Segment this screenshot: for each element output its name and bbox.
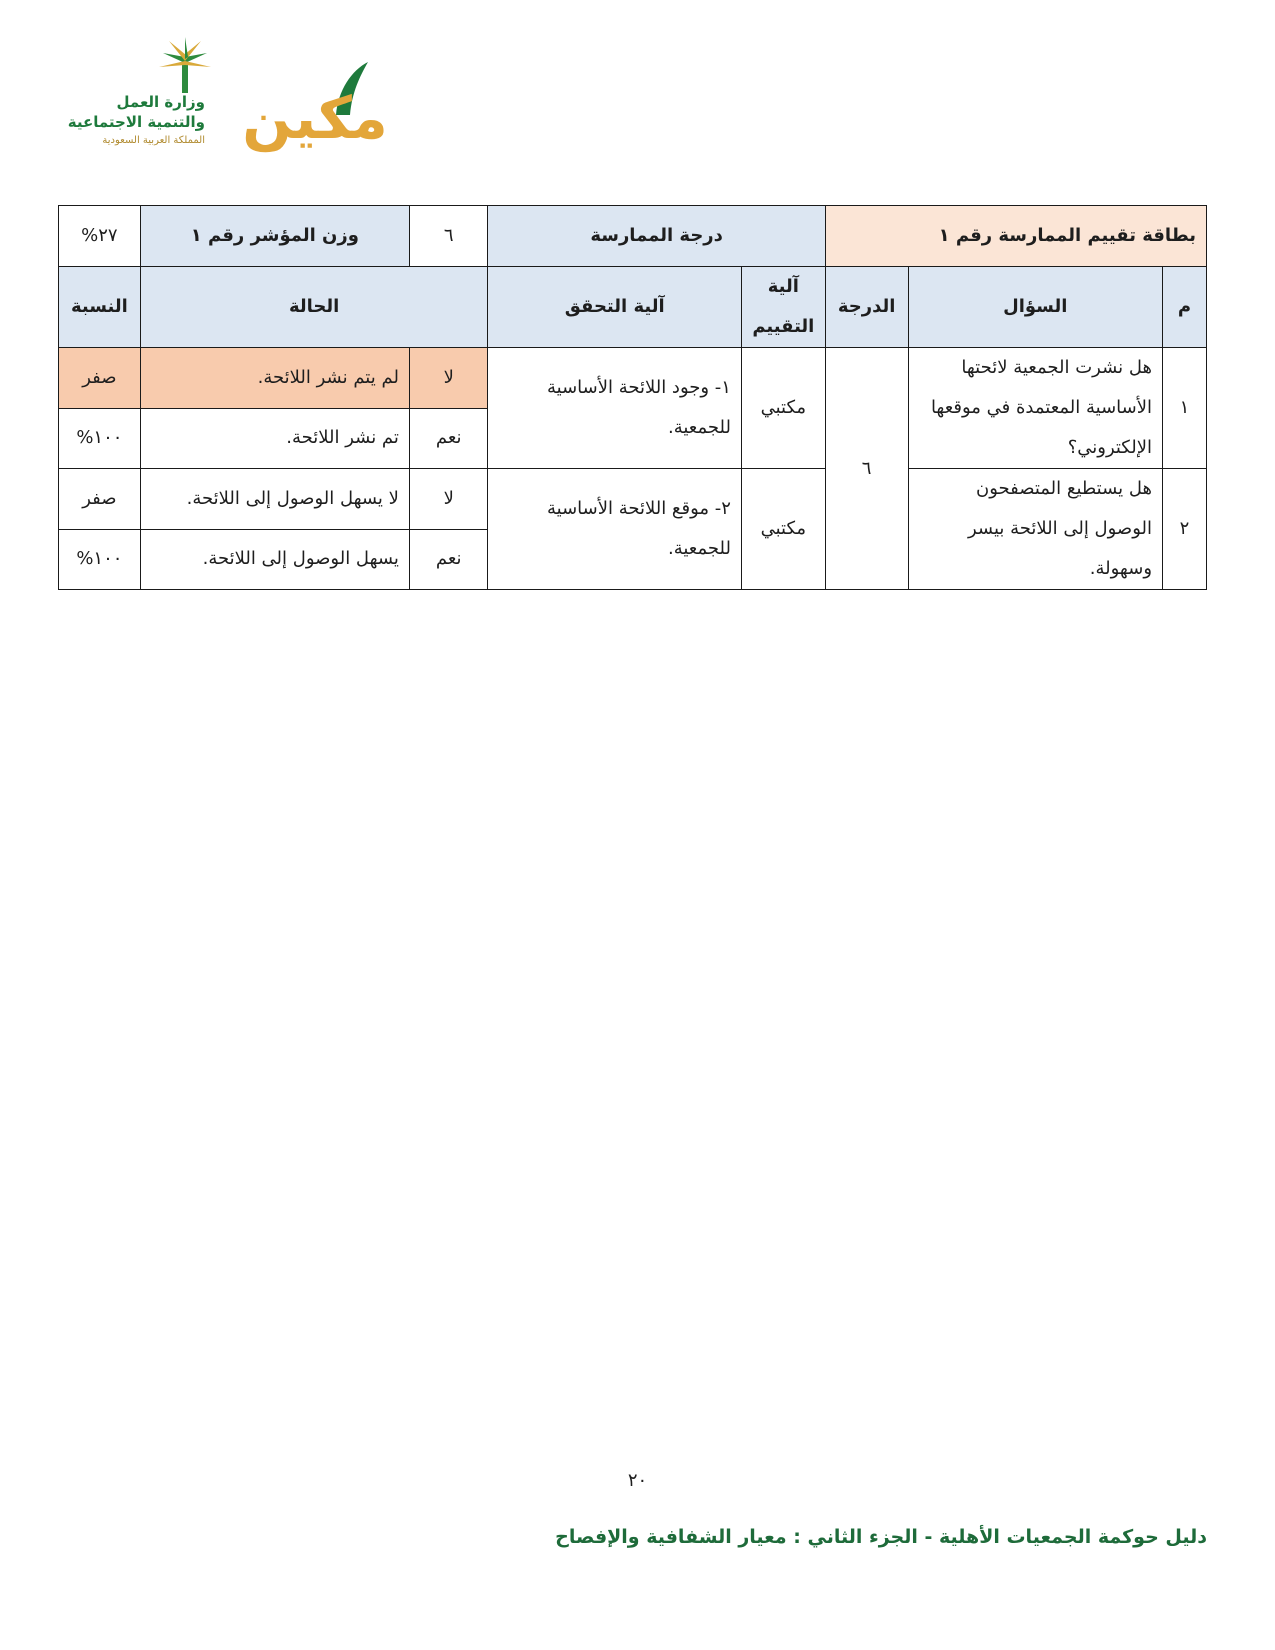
practice-degree-label: درجة الممارسة [488,206,825,267]
palm-tree-icon [155,35,215,95]
ratio-value: صفر [59,348,141,409]
column-header-status: الحالة [140,267,488,348]
footer-title: دليل حوكمة الجمعيات الأهلية - الجزء الثاني : معيار الشفافية والإفصاح [555,1526,1207,1548]
column-header-num: م [1163,267,1207,348]
ministry-country: المملكة العربية السعودية [102,135,205,146]
ratio-value: ١٠٠% [59,408,141,469]
ratio-value: صفر [59,469,141,530]
status-text: لم يتم نشر اللائحة. [140,348,409,409]
row-number: ١ [1163,348,1207,469]
column-header-question: السؤال [908,267,1163,348]
indicator-weight-label: وزن المؤشر رقم ١ [140,206,409,267]
evaluation-method: مكتبي [741,469,825,590]
answer-value: لا [409,348,488,409]
status-text: تم نشر اللائحة. [140,408,409,469]
evaluation-method: مكتبي [741,348,825,469]
row-number: ٢ [1163,469,1207,590]
indicator-weight-value: ٢٧% [59,206,141,267]
mayyin-logo-mark [240,60,390,160]
question-text: هل يستطيع المتصفحون الوصول إلى اللائحة بيسر وسهولة. [908,469,1163,590]
verification-method: ١- وجود اللائحة الأساسية للجمعية. [488,348,741,469]
question-text: هل نشرت الجمعية لائحتها الأساسية المعتمدة في موقعها الإلكتروني؟ [908,348,1163,469]
practice-degree-value: ٦ [409,206,488,267]
page-number: ٢٠ [627,1470,648,1491]
column-header-degree: الدرجة [825,267,908,348]
status-text: يسهل الوصول إلى اللائحة. [140,529,409,590]
practice-assessment-card [58,205,1207,590]
ministry-logo [60,35,205,160]
ratio-value: ١٠٠% [59,529,141,590]
mayyin-logo-text: مكين [242,84,388,152]
shared-degree-value: ٦ [825,348,908,590]
column-header-ratio: النسبة [59,267,141,348]
answer-value: نعم [409,529,488,590]
mayyin-logo [240,60,390,160]
column-header-method: آلية التقييم [741,267,825,348]
status-text: لا يسهل الوصول إلى اللائحة. [140,469,409,530]
column-header-verification: آلية التحقق [488,267,741,348]
ministry-name-line2: والتنمية الاجتماعية [67,113,205,131]
verification-method: ٢- موقع اللائحة الأساسية للجمعية. [488,469,741,590]
answer-value: لا [409,469,488,530]
card-title: بطاقة تقييم الممارسة رقم ١ [825,206,1206,267]
answer-value: نعم [409,408,488,469]
ministry-name-line1: وزارة العمل [116,93,205,111]
